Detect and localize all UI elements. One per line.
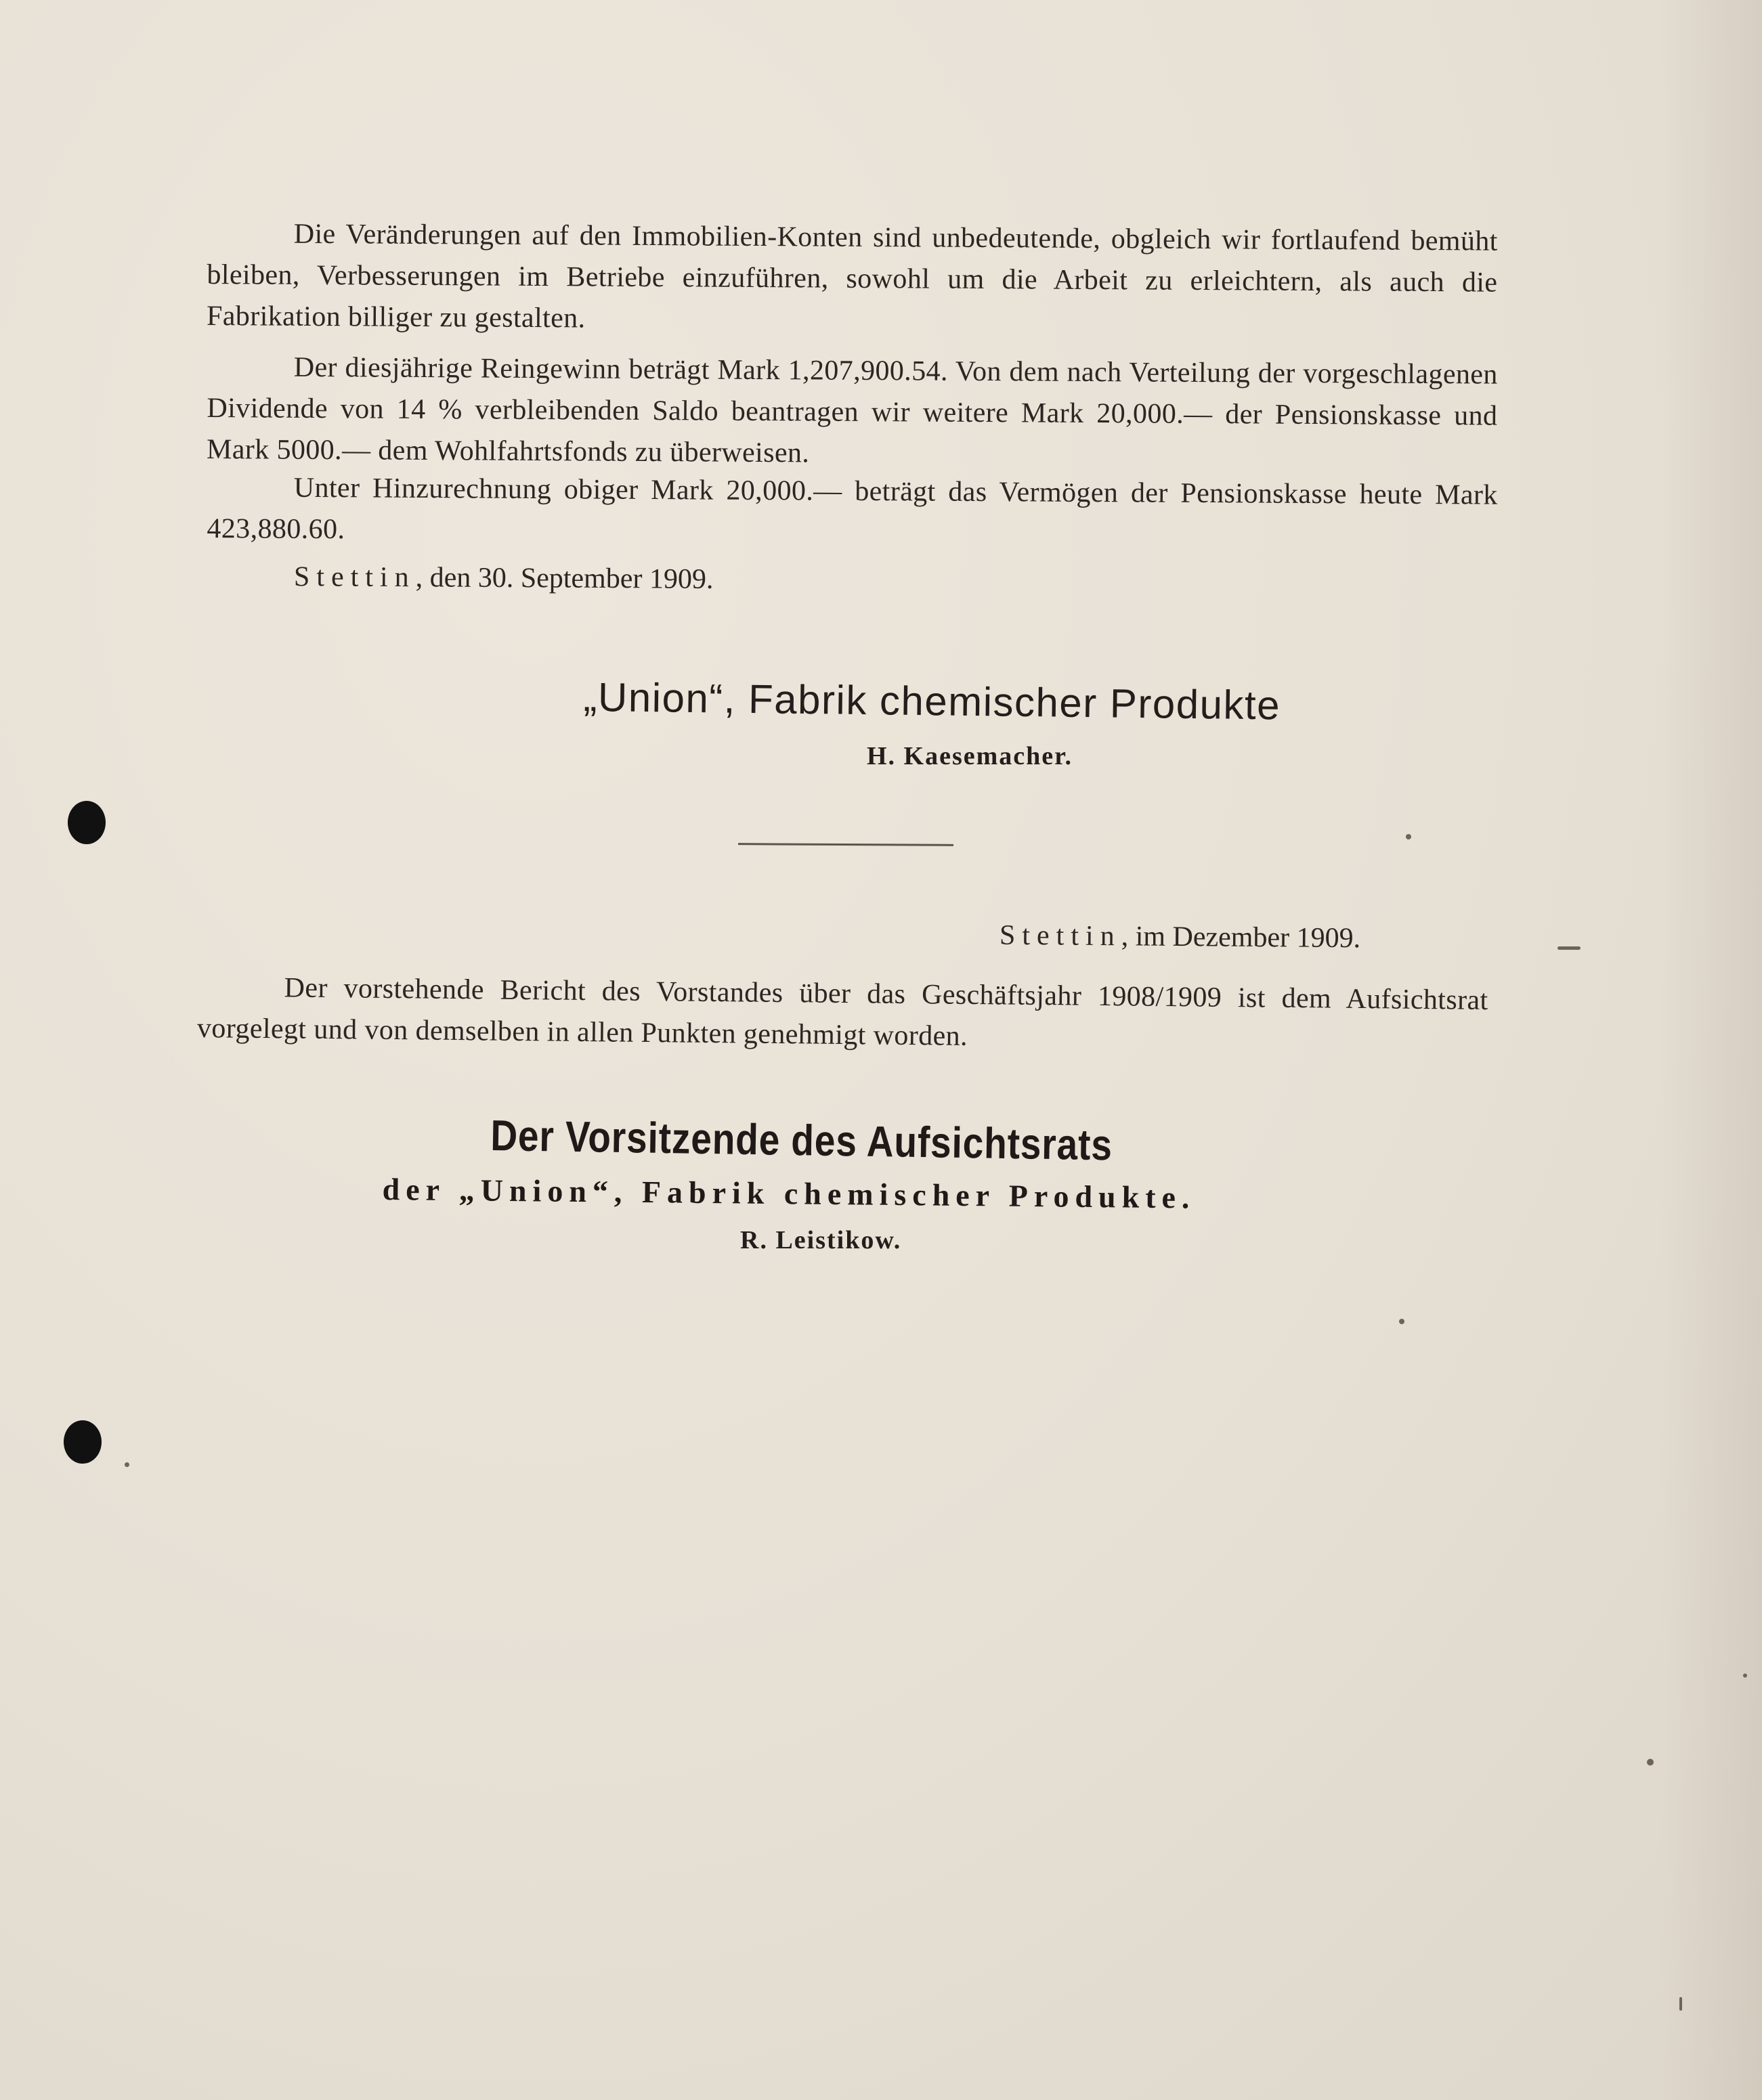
approval-signer: R. Leistikow.	[740, 1226, 902, 1254]
report-signer: H. Kaesemacher.	[867, 742, 1073, 770]
report-company-name: „Union“, Fabrik chemischer Produkte	[583, 674, 1281, 728]
paragraph-net-profit: Der diesjährige Reingewinn beträgt Mark 1,207,900.54. Von dem nach Verteilung der vorgeschlagenen Dividende von 14 % verbleibenden Saldo beantragen wir weitere Mark 20,000.— der Pensionskasse und Mark 5000.— dem Wohlfahrtsfonds zu überweisen.	[206, 351, 1498, 469]
punch-hole-lower	[64, 1420, 102, 1464]
report-date-text: , den 30. September 1909.	[415, 562, 714, 595]
approval-date-place: Stettin	[999, 919, 1121, 953]
paper-speck	[1743, 1674, 1747, 1678]
page-edge-shading	[1660, 0, 1762, 2100]
punch-hole-upper	[68, 801, 106, 844]
paragraph-real-estate: Die Veränderungen auf den Immobilien-Konten sind unbedeutende, obgleich wir fortlaufend bemüht bleiben, Verbesserungen im Betriebe einzuführen, sowohl um die Arbeit zu erleichtern, als auch die Fabrikation billiger zu gestalten.	[206, 218, 1498, 334]
paper-speck	[1399, 1319, 1404, 1324]
paper-speck	[1406, 834, 1411, 839]
paragraph-approval: Der vorstehende Bericht des Vorstandes über das Geschäftsjahr 1908/1909 ist dem Aufsichtsrat vorgelegt und von demselben in allen Punkten genehmigt worden.	[196, 972, 1488, 1052]
paper-speck	[1647, 1759, 1654, 1766]
report-date-line	[294, 561, 714, 596]
paper-speck	[125, 1462, 129, 1467]
paragraph-pension-fund: Unter Hinzurechnung obiger Mark 20,000.— beträgt das Vermögen der Pensionskasse heute Mark 423,880.60.	[207, 472, 1498, 546]
chair-title: Der Vorsitzende des Aufsichtsrats	[490, 1110, 1113, 1170]
report-date-place: Stettin	[293, 561, 416, 594]
approval-date-text: , im Dezember 1909.	[1121, 921, 1361, 955]
section-divider	[738, 843, 953, 846]
paper-speck	[1557, 946, 1581, 950]
chair-company-name: der „Union“, Fabrik chemischer Produkte.	[382, 1172, 1196, 1215]
paper-speck	[1679, 1997, 1682, 2011]
approval-date-line	[1000, 919, 1360, 955]
